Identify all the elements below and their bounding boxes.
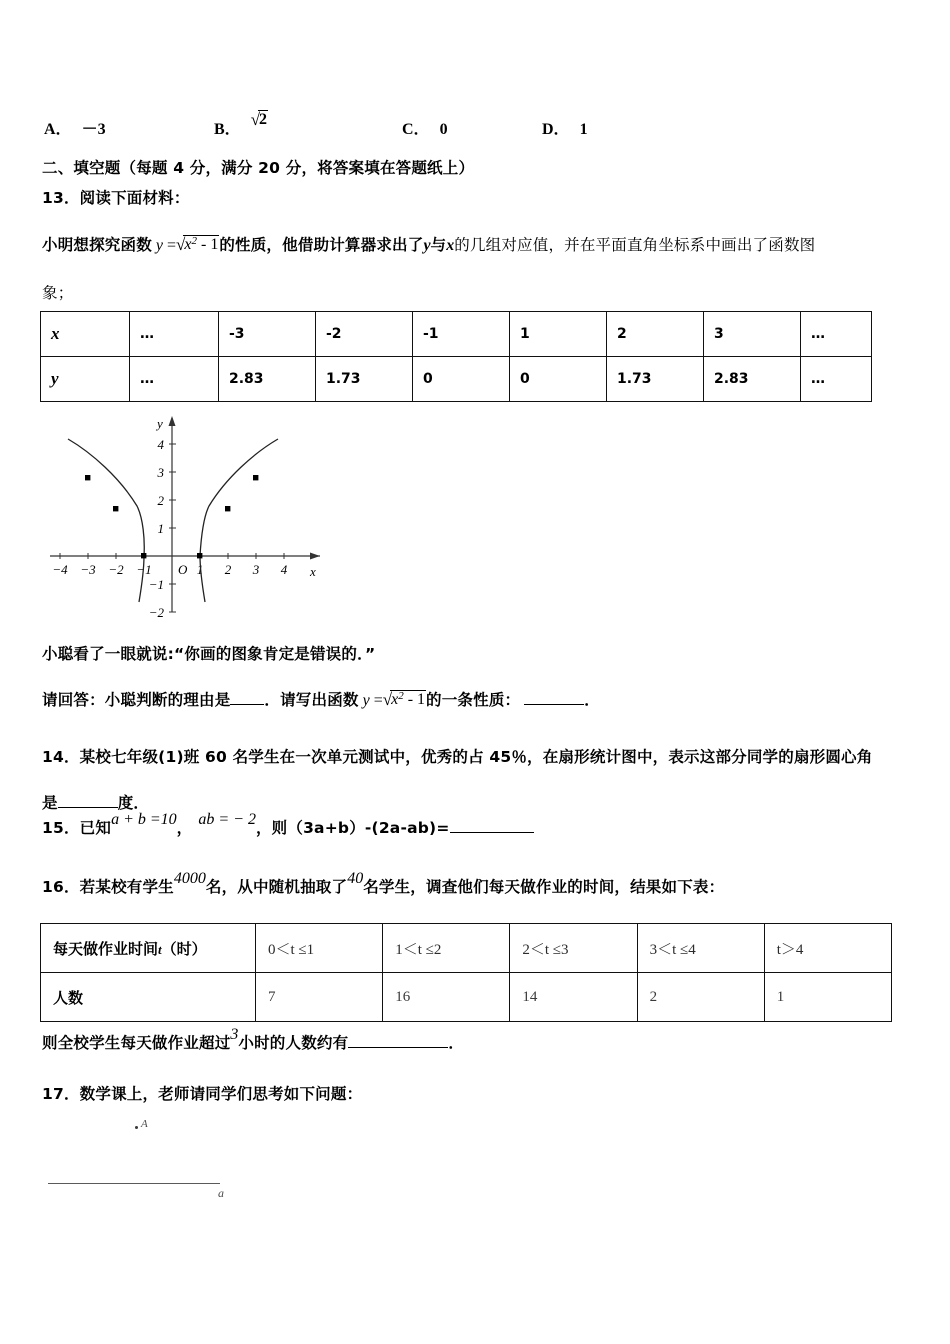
q13-answer-blank-2[interactable] xyxy=(524,690,584,705)
q14-line2-after: 度． xyxy=(117,794,150,812)
homework-time-table xyxy=(40,923,892,1022)
table2-range-0: 0＜t ≤1 xyxy=(256,924,383,973)
q16-mid-1: 名，从中随机抽取了 xyxy=(205,878,348,896)
y-tick-1: 1 xyxy=(157,521,164,536)
q13-answer-blank-1[interactable] xyxy=(230,690,264,705)
choice-row xyxy=(44,112,904,140)
y-axis-arrow xyxy=(169,416,176,426)
y-tick--1: −1 xyxy=(148,577,164,592)
table1-x-cell-2: -2 xyxy=(316,312,413,357)
choice-option-c[interactable] xyxy=(402,116,448,139)
table1-y-cell-4: 0 xyxy=(510,357,607,402)
x-tick-1: 1 xyxy=(196,562,204,577)
table1-y-cell-3: 0 xyxy=(413,357,510,402)
x-axis-arrow xyxy=(310,553,320,560)
table1-row-label-x: x xyxy=(41,312,130,357)
data-point--2 xyxy=(113,506,118,511)
choice-b-label: B． xyxy=(214,121,241,138)
graph-axes xyxy=(50,418,320,612)
y-tick-2: 2 xyxy=(157,493,164,508)
question-13-ask xyxy=(42,688,600,710)
table1-row-label-y: y xyxy=(41,357,130,402)
x-tick--4: −4 xyxy=(52,562,68,577)
table1-x-cell-0: … xyxy=(130,312,219,357)
x-tick-2: 2 xyxy=(224,562,232,577)
x-axis-label: x xyxy=(310,564,316,579)
table2-range-3: 3＜t ≤4 xyxy=(637,924,764,973)
q15-equation-2: ab = − 2 xyxy=(198,811,256,828)
q16-total-students: 4000 xyxy=(173,870,206,887)
table2-count-1: 16 xyxy=(383,973,510,1022)
table-row-x xyxy=(41,312,872,357)
table1-y-cell-2: 1.73 xyxy=(316,357,413,402)
x-tick-labels xyxy=(52,562,287,577)
curve-right-upper xyxy=(200,439,278,556)
table1-y-cell-6: 2.83 xyxy=(704,357,801,402)
question-16-tail xyxy=(42,1026,465,1053)
question-16-stem xyxy=(42,870,725,897)
q13-ask-before: 请回答：小聪判断的理由是 xyxy=(42,691,231,709)
question-13-line2: 象； xyxy=(42,284,74,302)
q13-ask-formula: $y =√x^2 - 1$ xyxy=(362,690,426,709)
function-graph-svg xyxy=(42,406,342,621)
q16-tail-mid: 小时的人数约有 xyxy=(238,1034,349,1052)
x-tick--2: −2 xyxy=(108,562,124,577)
question-14-line1: 14．某校七年级(1)班 60 名学生在一次单元测试中，优秀的占 45％，在扇形统计图中，表示这部分同学的扇形圆心角 xyxy=(42,748,873,766)
choice-option-d[interactable] xyxy=(542,116,588,139)
data-point-1 xyxy=(197,553,202,558)
table1-y-cell-1: 2.83 xyxy=(219,357,316,402)
table2-range-1: 1＜t ≤2 xyxy=(383,924,510,973)
x-tick--3: −3 xyxy=(80,562,96,577)
point-marker-icon xyxy=(135,1126,138,1129)
table2-label-var: t xyxy=(158,941,162,957)
choice-c-label: C． xyxy=(402,121,430,138)
origin-label: O xyxy=(178,562,188,577)
q15-prefix: 15．已知 xyxy=(42,819,112,837)
choice-a-value: －3 xyxy=(81,121,106,138)
data-point-3 xyxy=(253,475,258,480)
q13-formula: $y =√x^2 - 1$ xyxy=(155,235,219,254)
q14-answer-blank[interactable] xyxy=(58,793,118,808)
question-13-intro xyxy=(42,233,922,255)
q16-sample-size: 40 xyxy=(347,870,364,887)
q13-var-x: x xyxy=(446,237,455,254)
table1-x-cell-7: … xyxy=(801,312,872,357)
curve-left-upper xyxy=(68,439,144,556)
q13-intro-before: 小明想探究函数 xyxy=(42,236,152,254)
table1-x-cell-5: 2 xyxy=(607,312,704,357)
table-row-ranges xyxy=(41,924,892,973)
question-14-line2 xyxy=(42,791,149,813)
question-13-stem: 13．阅读下面材料： xyxy=(42,189,190,207)
q15-equation-1: a + b =10 xyxy=(111,811,177,828)
question-13-quote: 小聪看了一眼就说:“你画的图象肯定是错误的．” xyxy=(42,645,376,663)
y-tick--2: −2 xyxy=(148,605,164,620)
line-label-a: a xyxy=(218,1186,224,1200)
choice-d-label: D． xyxy=(542,121,570,138)
table-row-counts xyxy=(41,973,892,1022)
choice-option-a[interactable] xyxy=(44,116,106,139)
choice-d-value: 1 xyxy=(579,121,588,138)
table-row-y xyxy=(41,357,872,402)
q15-separator-2: ，则（3a+b）-(2a-ab)= xyxy=(255,819,450,837)
q16-answer-blank[interactable] xyxy=(348,1033,448,1048)
q16-before-total: 16．若某校有学生 xyxy=(42,878,174,896)
table2-row-label-time xyxy=(41,924,256,973)
y-tick-4: 4 xyxy=(157,437,164,452)
table2-label-text: 每天做作业时间 xyxy=(53,939,159,958)
y-axis-label: y xyxy=(157,416,163,431)
data-point--1 xyxy=(141,553,146,558)
table2-row-label-count: 人数 xyxy=(41,973,256,1022)
y-tick-3: 3 xyxy=(157,465,164,480)
table2-count-0: 7 xyxy=(256,973,383,1022)
table2-count-2: 14 xyxy=(510,973,637,1022)
table1-y-cell-0: … xyxy=(130,357,219,402)
q13-intro-after: 的几组对应值，并在平面直角坐标系中画出了函数图 xyxy=(454,236,816,254)
x-tick--1: −1 xyxy=(136,562,152,577)
question-15 xyxy=(42,811,534,838)
figure-line-a xyxy=(48,1183,220,1184)
data-point--3 xyxy=(85,475,90,480)
point-label-A: A xyxy=(141,1118,148,1130)
function-value-table xyxy=(40,311,872,402)
q16-tail-before: 则全校学生每天做作业超过 xyxy=(42,1034,231,1052)
table2-count-4: 1 xyxy=(764,973,891,1022)
q13-ask-mid: ．请写出函数 xyxy=(264,691,359,709)
q13-var-y: y xyxy=(423,237,431,254)
table1-x-cell-6: 3 xyxy=(704,312,801,357)
table1-y-cell-7: … xyxy=(801,357,872,402)
question-17-stem: 17．数学课上，老师请同学们思考如下问题： xyxy=(42,1085,363,1103)
q13-ask-after: 的一条性质： xyxy=(426,691,521,709)
q14-line2-before: 是 xyxy=(42,794,58,812)
q15-separator-1: ， xyxy=(176,819,193,837)
table1-x-cell-4: 1 xyxy=(510,312,607,357)
y-tick-labels xyxy=(149,437,165,620)
q13-ask-end: ． xyxy=(584,691,600,709)
q15-answer-blank[interactable] xyxy=(450,818,534,833)
table2-range-2: 2＜t ≤3 xyxy=(510,924,637,973)
question-17-figure xyxy=(40,1110,300,1210)
table2-count-3: 2 xyxy=(637,973,764,1022)
table1-x-cell-1: -3 xyxy=(219,312,316,357)
q16-tail-end: ． xyxy=(448,1034,465,1052)
choice-b-value: √2 xyxy=(250,110,268,129)
section-heading: 二、填空题（每题 4 分，满分 20 分，将答案填在答题纸上） xyxy=(42,159,475,177)
data-point-2 xyxy=(225,506,230,511)
q16-tail-hours: 3 xyxy=(230,1026,239,1043)
table1-x-cell-3: -1 xyxy=(413,312,510,357)
table1-y-cell-5: 1.73 xyxy=(607,357,704,402)
choice-option-b[interactable] xyxy=(214,110,268,139)
table2-label-unit: （时） xyxy=(161,939,207,958)
x-tick-3: 3 xyxy=(252,562,260,577)
choice-a-label: A． xyxy=(44,121,72,138)
x-tick-4: 4 xyxy=(280,562,288,577)
function-graph-figure xyxy=(42,406,342,621)
q16-mid-2: 名学生，调查他们每天做作业的时间，结果如下表： xyxy=(363,878,725,896)
q13-intro-with: 与 xyxy=(430,236,447,254)
choice-c-value: 0 xyxy=(439,121,448,138)
q13-intro-mid: 的性质，他借助计算器求出了 xyxy=(219,236,424,254)
table2-range-4: t＞4 xyxy=(764,924,891,973)
